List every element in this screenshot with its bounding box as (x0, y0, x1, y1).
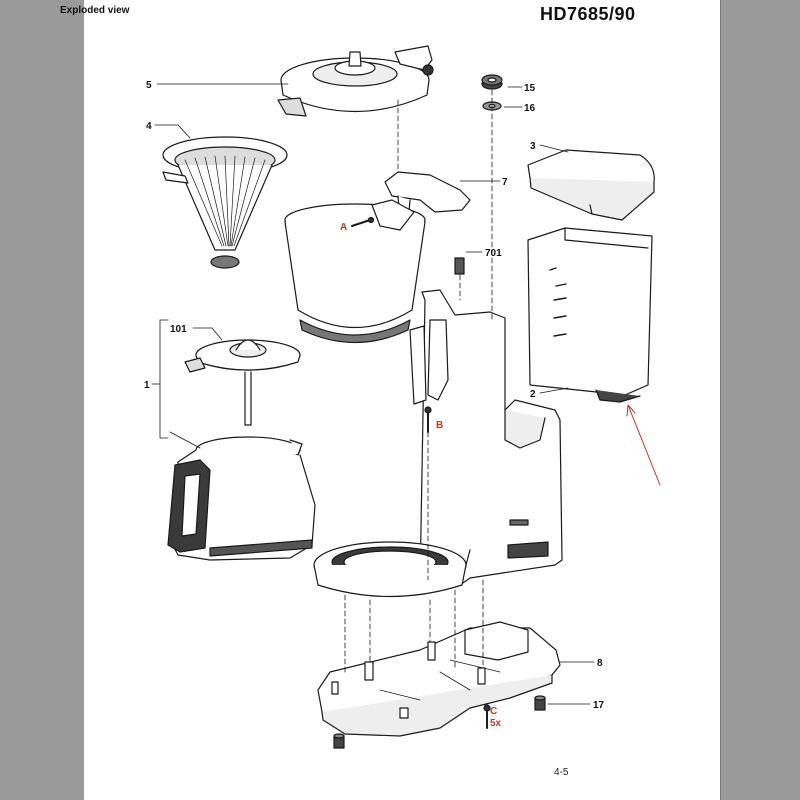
marker-a: A (340, 222, 348, 233)
marker-c: C (490, 706, 498, 717)
callout-part-7: 7 (502, 177, 508, 188)
callout-part-4: 4 (146, 121, 152, 132)
page-number: 4-5 (554, 767, 569, 778)
model-number: HD7685/90 (540, 4, 636, 24)
callout-part-16: 16 (524, 103, 536, 114)
callout-part-701: 701 (485, 248, 502, 259)
callout-part-101: 101 (170, 324, 187, 335)
section-title: Exploded view (60, 5, 130, 16)
marker-b: B (436, 420, 444, 431)
callout-part-2: 2 (530, 389, 536, 400)
callout-part-17: 17 (593, 700, 605, 711)
callout-part-1: 1 (144, 380, 150, 391)
callout-part-5: 5 (146, 80, 152, 91)
marker-c-quantity: 5x (490, 718, 502, 729)
callout-part-8: 8 (597, 658, 603, 669)
callout-part-15: 15 (524, 83, 536, 94)
callout-part-3: 3 (530, 141, 536, 152)
